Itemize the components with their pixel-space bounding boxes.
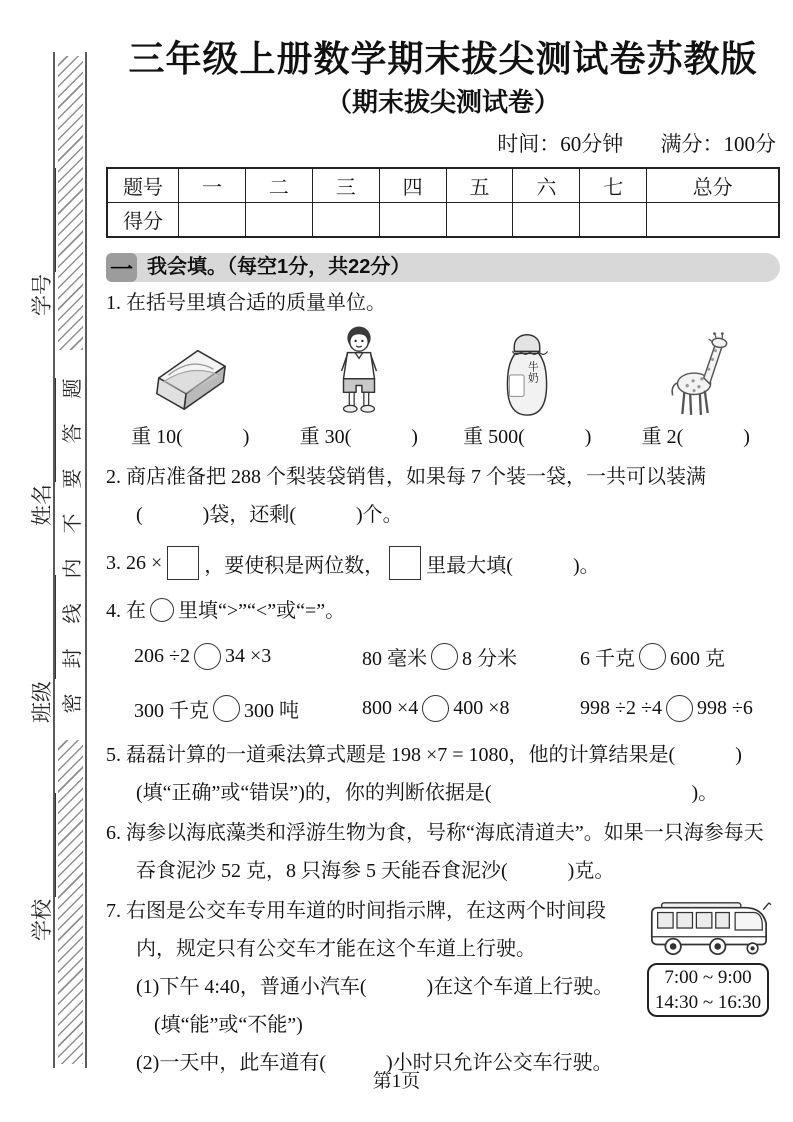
q4-pair	[580, 630, 780, 682]
exam-paper	[106, 36, 780, 1082]
question-7-sub2: (2)一天中，此车道有( )小时只允许公交车行驶。	[136, 1052, 613, 1074]
section-one-marker: 一	[106, 253, 137, 282]
q4-compare-circle	[666, 695, 693, 722]
score-table-header-cell: 总分	[647, 168, 779, 203]
question-3	[106, 536, 780, 590]
bus-illustration	[642, 898, 774, 960]
q4-compare-circle	[422, 695, 449, 722]
question-3-part3: 里最大填( )。	[426, 554, 600, 577]
question-6-line2: 吞食泥沙 52 克，8 只海参 5 天能吞食泥沙( )克。	[136, 860, 615, 882]
question-1-text: 1. 在括号里填合适的质量单位。	[106, 292, 386, 314]
name-blank-line	[31, 378, 56, 482]
bus-lane-time-sign	[647, 963, 769, 1017]
score-table-header-cell: 一	[179, 168, 246, 203]
school-label: 学校	[30, 899, 54, 941]
page-title: 三年级上册数学期末拔尖测试卷苏教版	[128, 38, 758, 79]
class-field	[26, 561, 56, 723]
score-table-header-cell: 七	[580, 168, 647, 203]
q1-label: 重 10( )	[131, 426, 250, 448]
q4-compare-circle	[194, 643, 221, 670]
bus-lane-figure	[634, 898, 782, 1017]
q1-label: 重 2( )	[641, 426, 750, 448]
question-7	[106, 892, 780, 1082]
seal-hatch-top	[58, 56, 83, 350]
boy-illustration	[328, 324, 390, 418]
question-1	[106, 284, 780, 456]
score-table-header-cell: 三	[312, 168, 379, 203]
score-cell-empty	[513, 203, 580, 238]
question-2	[106, 458, 780, 534]
score-cell-empty	[647, 203, 779, 238]
question-7-line1: 7. 右图是公交车专用车道的时间指示牌，在这两个时间段	[106, 900, 606, 922]
time-limit: 时间：60分钟	[497, 132, 624, 156]
student-id-label: 学号	[30, 274, 54, 316]
school-blank-line	[31, 793, 56, 897]
question-2-line1: 2. 商店准备把 288 个梨装袋销售，如果每 7 个装一袋，一共可以装满	[106, 466, 706, 488]
name-field	[26, 364, 56, 526]
question-4-grid	[106, 630, 780, 734]
question-4-lead2: 里填“>”“<”或“=”。	[178, 600, 346, 622]
question-3-line	[106, 536, 780, 590]
time-sign-line1: 7:00 ~ 9:00	[664, 967, 752, 988]
q4-compare-circle	[431, 643, 458, 670]
q4-compare-circle	[150, 598, 174, 622]
score-table-header-cell: 二	[245, 168, 312, 203]
school-field	[26, 779, 56, 941]
student-id-field	[26, 154, 56, 316]
q1-item-giraffe	[612, 324, 781, 456]
page-number: 第1页	[372, 1071, 421, 1092]
score-cell-empty	[245, 203, 312, 238]
q4-pair	[362, 630, 580, 682]
q4-left: 80 毫米	[362, 647, 427, 670]
q4-left: 998 ÷2 ÷4	[580, 696, 662, 719]
question-5	[106, 736, 780, 812]
q3-answer-box	[389, 546, 421, 580]
score-cell-empty	[379, 203, 446, 238]
q4-compare-circle	[639, 643, 666, 670]
question-5-line2: (填“正确”或“错误”)的，你的判断依据是( )。	[136, 782, 719, 804]
score-table-header-cell: 五	[446, 168, 513, 203]
q3-answer-box	[167, 546, 199, 580]
score-cell-empty	[580, 203, 647, 238]
score-table-header-cell: 四	[379, 168, 446, 203]
page-subtitle: （期末拔尖测试卷）	[325, 87, 560, 117]
seal-border-line-right	[85, 52, 87, 1068]
q4-left: 800 ×4	[362, 696, 419, 719]
question-3-part2: ，要使积是两位数，	[204, 554, 385, 577]
q1-item-milk	[443, 324, 612, 456]
q4-pair	[134, 630, 362, 682]
q4-right: 34 ×3	[224, 644, 272, 667]
q1-label: 重 500( )	[463, 426, 592, 448]
q4-compare-circle	[213, 695, 240, 722]
question-7-sub1: (1)下午 4:40，普通小汽车( )在这个车道上行驶。	[136, 976, 614, 998]
giraffe-illustration	[658, 324, 734, 418]
question-7-line2: 内，规定只有公交车才能在这个车道上行驶。	[136, 938, 536, 960]
score-table	[106, 167, 780, 238]
q4-right: 600 克	[670, 647, 725, 670]
q4-left: 6 千克	[580, 647, 635, 670]
question-6	[106, 814, 780, 890]
q1-label: 重 30( )	[299, 426, 418, 448]
seal-hatch-bottom	[58, 740, 83, 1064]
score-cell-empty	[446, 203, 513, 238]
question-7-sub1-note: (填“能”或“不能”)	[154, 1014, 303, 1036]
score-table-score-row	[107, 203, 779, 238]
q4-right: 8 分米	[462, 647, 517, 670]
time-sign-line2: 14:30 ~ 16:30	[654, 992, 762, 1013]
section-one-title: 我会填。（每空1分，共22分）	[147, 256, 411, 278]
score-cell-empty	[179, 203, 246, 238]
q4-right: 400 ×8	[453, 696, 510, 719]
score-table-header-row	[107, 168, 779, 203]
question-1-figures	[106, 324, 780, 456]
score-cell-empty	[312, 203, 379, 238]
q4-pair	[580, 682, 780, 734]
q4-pair	[362, 682, 580, 734]
exam-meta	[106, 128, 780, 158]
full-score: 满分：100分	[660, 132, 776, 156]
milk-bottle-label: 牛奶	[527, 361, 540, 383]
q4-left: 300 千克	[134, 699, 209, 722]
question-3-part1: 3. 26 ×	[106, 551, 163, 574]
question-4	[106, 592, 780, 734]
question-4-lead	[106, 592, 780, 630]
q4-right: 998 ÷6	[696, 696, 753, 719]
q4-left: 206 ÷2	[134, 644, 190, 667]
section-one-bar	[106, 253, 780, 282]
name-label: 姓名	[30, 484, 54, 526]
milk-bottle-illustration	[499, 324, 555, 418]
score-table-header-cell: 题号	[107, 168, 179, 203]
q4-pair	[134, 682, 362, 734]
eraser-illustration	[149, 324, 231, 418]
question-7-text	[106, 892, 651, 1082]
q1-item-eraser	[106, 324, 275, 456]
seal-notice-text: 密封线内不要答题	[62, 353, 84, 714]
class-blank-line	[31, 575, 56, 679]
class-label: 班级	[30, 681, 54, 723]
student-id-blank-line	[31, 168, 56, 272]
question-5-line1: 5. 磊磊计算的一道乘法算式题是 198 ×7 = 1080，他的计算结果是( )	[106, 744, 742, 766]
question-6-line1: 6. 海参以海底藻类和浮游生物为食，号称“海底清道夫”。如果一只海参每天	[106, 822, 764, 844]
q1-item-boy	[275, 324, 444, 456]
q4-right: 300 吨	[244, 699, 299, 722]
score-table-header-cell: 六	[513, 168, 580, 203]
question-2-line2: ( )袋，还剩( )个。	[136, 504, 403, 526]
score-row-label: 得分	[107, 203, 179, 238]
question-4-lead1: 4. 在	[106, 600, 146, 622]
